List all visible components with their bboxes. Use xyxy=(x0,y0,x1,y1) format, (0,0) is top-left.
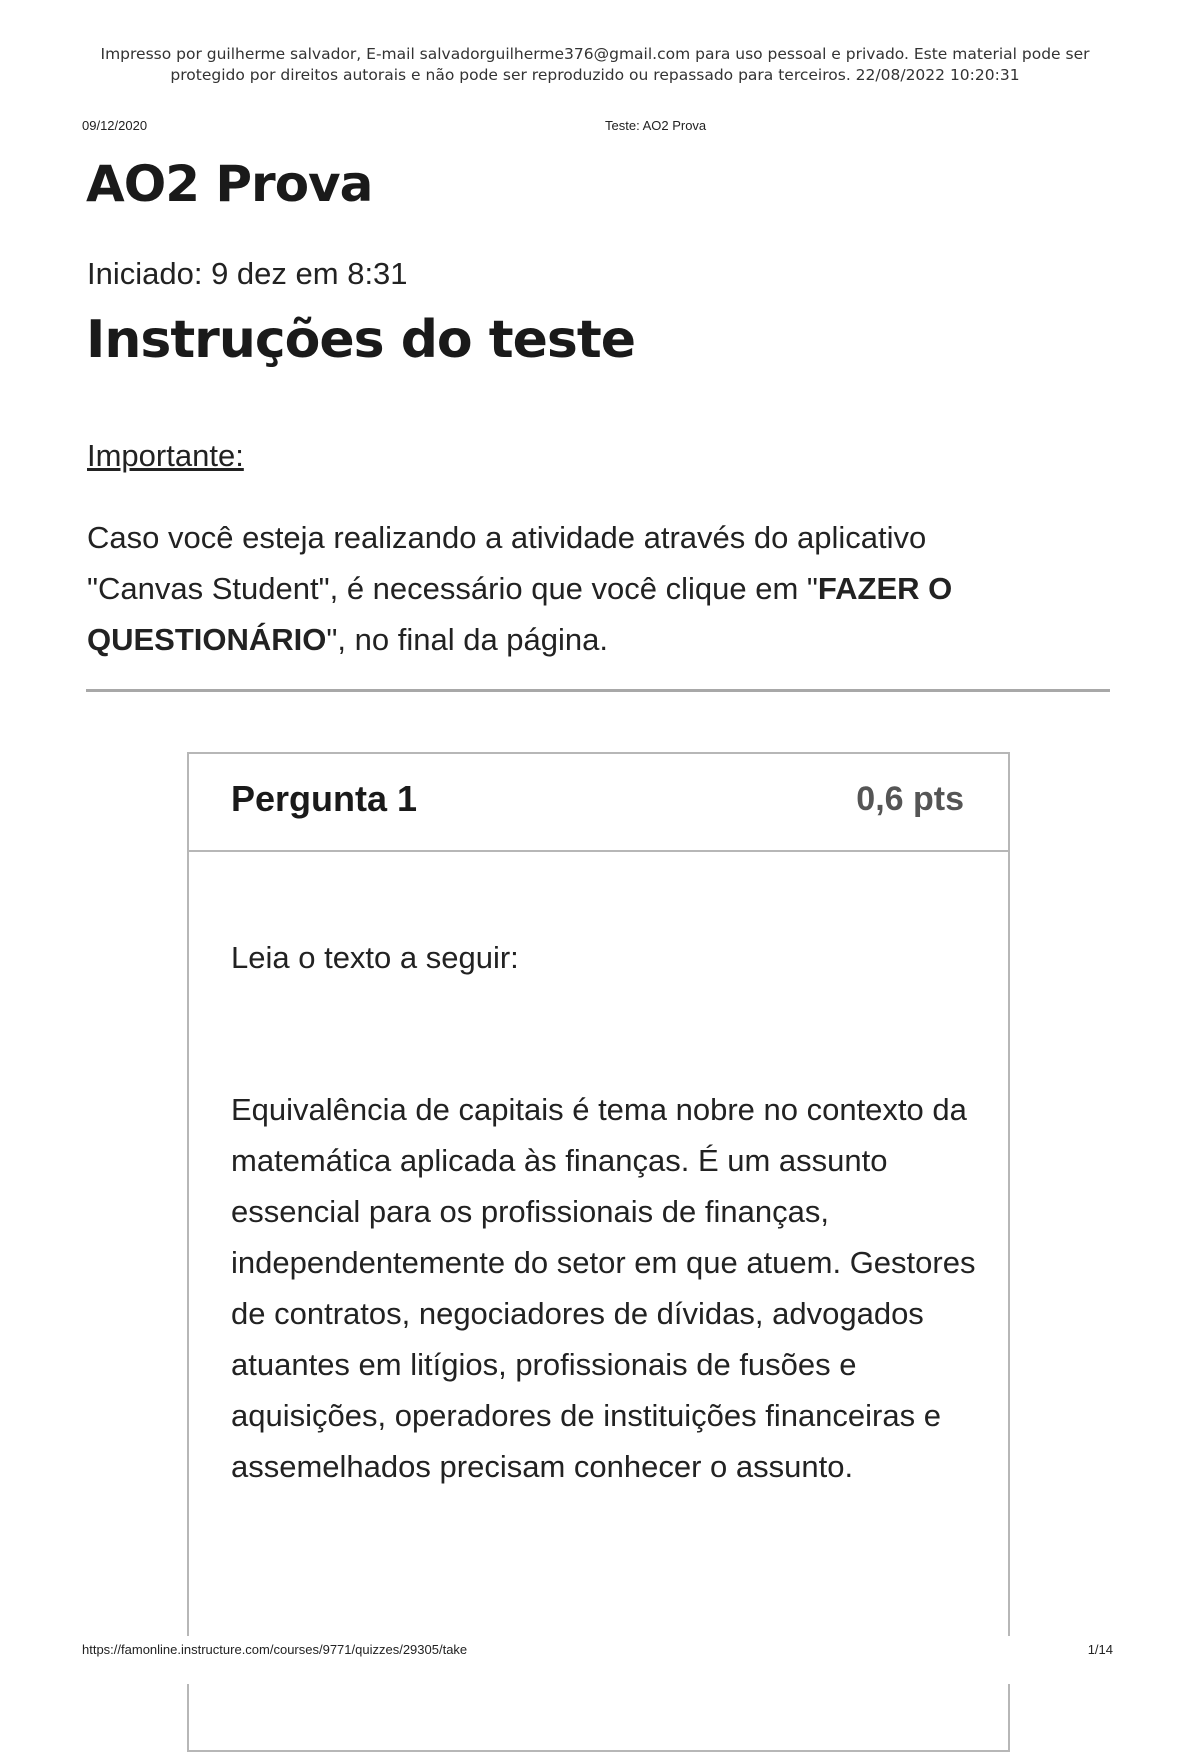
instruction-text-part-2: ", no final da página. xyxy=(326,622,609,657)
footer-page-number: 1/14 xyxy=(1087,1642,1113,1657)
important-label: Importante: xyxy=(87,438,244,473)
instruction-text-bold: FAZER O QUESTIONÁRIO xyxy=(87,571,953,657)
print-page-title: Teste: AO2 Prova xyxy=(605,118,707,133)
question-body-text: Equivalência de capitais é tema nobre no contexto da matemática aplicada às finanças. É um assunto essencial para os profissionais de finanças, independentemente do setor em que atuem. Gestores de contratos, negociadores de dívidas, advogados atuantes em litígios, profissionais de fusões e aquisições, operadores de instituições financeiras e assemelhados precisam conhecer o assunto. xyxy=(231,1092,976,1484)
watermark-line-2: protegido por direitos autorais e não pode ser reproduzido ou repassado para terceiros. 22/08/2022 10:20:31 xyxy=(170,66,1020,84)
question-points: 0,6 pts xyxy=(856,780,964,818)
question-intro: Leia o texto a seguir: xyxy=(231,940,519,975)
watermark-line-1: Impresso por guilherme salvador, E-mail salvadorguilherme376@gmail.com para uso pessoal e privado. Este material pode ser xyxy=(100,45,1090,63)
question-header xyxy=(189,754,1008,852)
print-watermark xyxy=(60,44,1130,86)
question-label: Pergunta 1 xyxy=(231,778,418,819)
print-date: 09/12/2020 xyxy=(82,118,148,133)
footer-url: https://famonline.instructure.com/courses/9771/quizzes/29305/take xyxy=(82,1642,468,1657)
question-card xyxy=(187,752,1010,1752)
quiz-title: AO2 Prova xyxy=(86,155,373,213)
instructions-heading: Instruções do teste xyxy=(86,310,635,370)
instruction-paragraph xyxy=(87,512,1047,665)
quiz-started-time: Iniciado: 9 dez em 8:31 xyxy=(87,256,408,291)
instruction-text-part-1: Caso você esteja realizando a atividade através do aplicativo "Canvas Student", é necessário que você clique em " xyxy=(87,520,927,606)
section-divider xyxy=(86,689,1110,692)
